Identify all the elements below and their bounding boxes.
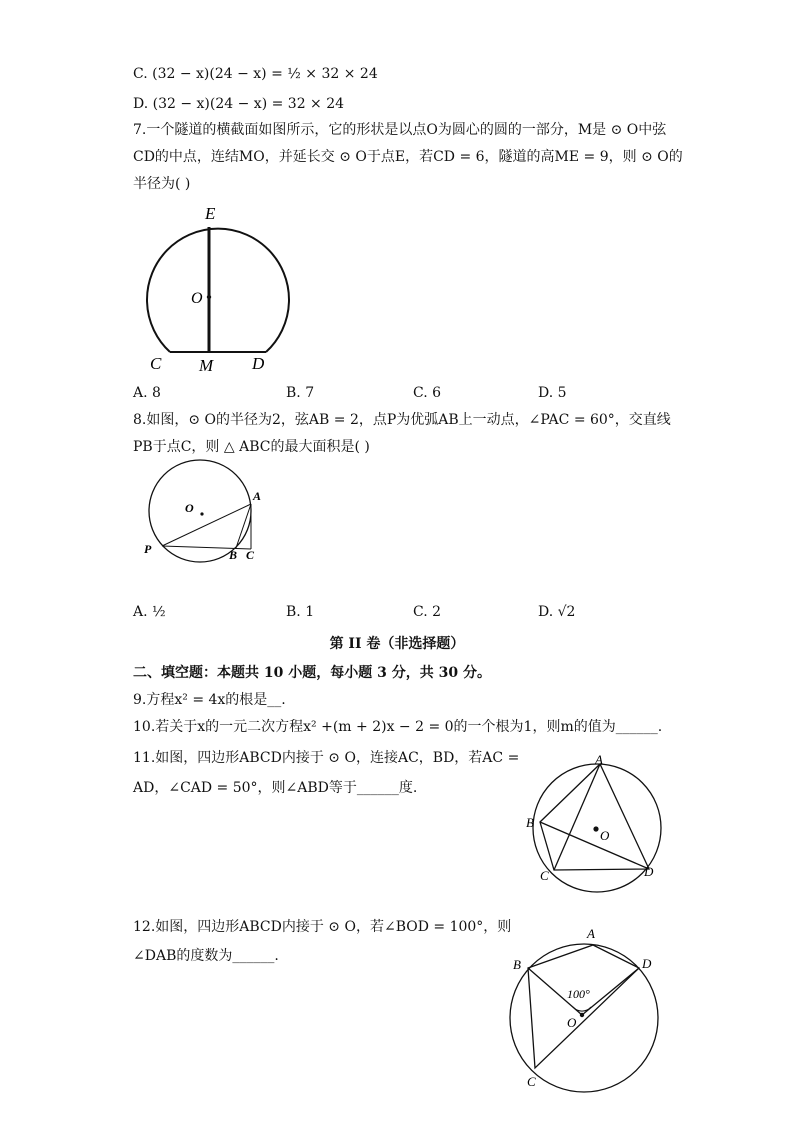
q7-label-e: E xyxy=(205,204,216,223)
q7-text-line3: 半径为( ) xyxy=(133,176,191,192)
q11-circle-diagram xyxy=(520,752,670,897)
q7-text-line1: 7.一个隧道的横截面如图所示，它的形状是以点O为圆心的圆的一部分，M是 ⊙ O中弦 xyxy=(133,122,667,138)
q8-option-d: D. √2 xyxy=(538,604,576,620)
q9-text: 9.方程x² = 4x的根是__. xyxy=(133,692,286,708)
q6-option-d: D. (32 − x)(24 − x) = 32 × 24 xyxy=(133,96,345,112)
q12-quadrilateral xyxy=(528,945,639,1068)
q8-text-line1: 8.如图，⊙ O的半径为2，弦AB = 2，点P为优弧AB上一动点，∠PAC = 60°，交直线 xyxy=(133,412,671,428)
q12-label-angle: 100° xyxy=(567,987,590,1001)
q7-option-b: B. 7 xyxy=(286,385,315,401)
q7-center-dot xyxy=(207,295,211,299)
q11-quadrilateral xyxy=(540,764,649,870)
q7-option-c: C. 6 xyxy=(413,385,442,401)
q12-text-line1: 12.如图，四边形ABCD内接于 ⊙ O，若∠BOD = 100°，则 xyxy=(133,919,512,935)
q12-center-dot xyxy=(580,1013,584,1017)
q8-segment-pa xyxy=(162,504,251,546)
q11-label-d: D xyxy=(644,864,654,879)
q7-option-d: D. 5 xyxy=(538,385,567,401)
q8-text-line2: PB于点C，则 △ ABC的最大面积是( ) xyxy=(133,439,370,455)
q8-center-dot xyxy=(200,512,203,515)
q8-label-b: B xyxy=(229,548,238,562)
q12-circle-diagram xyxy=(505,925,675,1090)
q8-label-p: P xyxy=(144,542,152,556)
q11-label-a: A xyxy=(595,752,603,767)
q8-circle-diagram xyxy=(140,462,290,572)
q7-tunnel-diagram xyxy=(130,200,330,375)
q8-option-c: C. 2 xyxy=(413,604,442,620)
q8-segment-pc xyxy=(162,546,251,549)
q7-text-line2: CD的中点，连结MO，并延长交 ⊙ O于点E，若CD = 6，隧道的高ME = 9，则 ⊙ O的 xyxy=(133,149,683,165)
q11-text-line2: AD，∠CAD = 50°，则∠ABD等于______度. xyxy=(133,780,418,796)
q7-label-m: M xyxy=(199,356,214,375)
q10-text: 10.若关于x的一元二次方程x² +(m + 2)x − 2 = 0的一个根为1，则m的值为______. xyxy=(133,719,663,735)
q8-option-a: A. ½ xyxy=(133,604,166,620)
q6-option-c: C. (32 − x)(24 − x) = ½ × 32 × 24 xyxy=(133,66,378,82)
q12-label-o: O xyxy=(567,1015,577,1030)
q11-diagonal-ac xyxy=(554,764,600,870)
q12-label-b: B xyxy=(513,957,521,972)
q8-label-o: O xyxy=(185,501,194,515)
q12-label-a: A xyxy=(587,926,595,941)
q7-label-o: O xyxy=(191,290,203,307)
section-title: 第 II 卷（非选择题） xyxy=(329,636,465,652)
q8-label-a: A xyxy=(253,489,262,503)
q8-option-b: B. 1 xyxy=(286,604,315,620)
q11-label-o: O xyxy=(600,828,610,843)
q11-center-dot xyxy=(593,826,598,831)
q12-text-line2: ∠DAB的度数为______. xyxy=(133,948,279,964)
q7-label-c: C xyxy=(150,354,162,373)
q11-label-b: B xyxy=(526,815,534,830)
q12-label-c: C xyxy=(527,1074,536,1089)
q8-label-c: C xyxy=(246,548,255,562)
q7-label-d: D xyxy=(252,354,265,373)
q7-option-a: A. 8 xyxy=(133,385,161,401)
section-heading: 二、填空题：本题共 10 小题，每小题 3 分，共 30 分。 xyxy=(133,665,491,681)
q11-text-line1: 11.如图，四边形ABCD内接于 ⊙ O，连接AC，BD，若AC = xyxy=(133,750,520,766)
q12-label-d: D xyxy=(642,956,652,971)
q11-label-c: C xyxy=(540,868,549,883)
q7-arc xyxy=(147,229,289,352)
